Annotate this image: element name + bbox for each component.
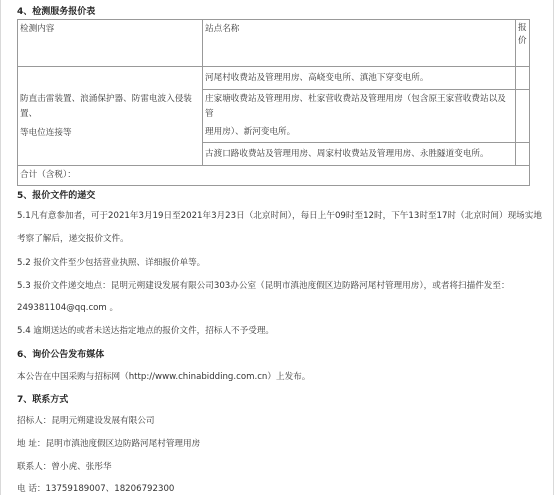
phone-line: 电 话：13759189007、18206792300 — [17, 484, 175, 494]
section5-p3-line1: 5.3 报价文件递交地点：昆明元朔建设发展有限公司303办公室（昆明市滇池度假区边防路河尾村管理用房），或者将扫描件发至： — [17, 281, 510, 291]
price-header-char: 报 — [518, 23, 527, 33]
section5-p1-line2: 考察了解后，递交报价文件。 — [17, 234, 129, 244]
site-line: 庄家塘收费站及管理用房、杜家营收费站及管理用房（包含原王家营收费站以及管 — [205, 94, 506, 119]
site-cell — [203, 143, 516, 166]
section5-p3-line2: 249381104@qq.com 。 — [17, 303, 119, 313]
address-line: 地 址：昆明市滇池度假区边防路河尾村管理用房 — [17, 439, 201, 449]
site-cell — [203, 67, 516, 90]
section5-p1-line1: 5.1凡有意参加者，可于2021年3月19日至2021年3月23日（北京时间），每日上午09时至12时，下午13时至17时（北京时间）现场实地 — [17, 211, 542, 221]
col-header-price — [516, 20, 530, 67]
price-cell — [516, 143, 530, 166]
tenderer-line: 招标人：昆明元朔建设发展有限公司 — [17, 416, 155, 426]
content-line: 防直击雷装置、浪涌保护器、防雷电波入侵装置、 — [20, 93, 192, 119]
content-line: 等电位连接等 — [20, 127, 72, 138]
quote-table — [17, 19, 530, 186]
section5-p4: 5.4 逾期送达的或者未送达指定地点的报价文件，招标人不予受理。 — [17, 326, 275, 336]
table-row — [18, 67, 530, 90]
price-cell — [516, 90, 530, 143]
contacts-line: 联系人：曾小虎、张彤华 — [17, 462, 112, 472]
section5-title: 5、报价文件的递交 — [17, 191, 96, 201]
section7-title: 7、联系方式 — [17, 395, 69, 405]
site-line: 河尾村收费站及管理用房、高峣变电所、滇池下穿变电所。 — [205, 72, 429, 83]
section6-title: 6、询价公告发布媒体 — [17, 350, 105, 360]
price-header-char: 价 — [518, 36, 527, 46]
section5-p2: 5.2 报价文件至少包括营业执照、详细报价单等。 — [17, 258, 206, 268]
total-row — [18, 166, 530, 186]
section4-title: 4、检测服务报价表 — [17, 7, 96, 17]
site-line: 理用房）、新河变电所。 — [205, 127, 296, 137]
site-line: 古渡口路收费站及管理用房、周家村收费站及管理用房、永胜隧道变电所。 — [205, 148, 489, 159]
col-header-site: 站点名称 — [203, 20, 516, 67]
price-cell — [516, 67, 530, 90]
col-header-content: 检测内容 — [18, 20, 203, 67]
site-cell — [203, 90, 516, 143]
section6-p1: 本公告在中国采购与招标网（http://www.chinabidding.com.cn）上发布。 — [17, 372, 311, 382]
table-header-row — [18, 20, 530, 67]
content-cell — [18, 67, 203, 166]
total-cell: 合计（含税）： — [18, 166, 530, 186]
